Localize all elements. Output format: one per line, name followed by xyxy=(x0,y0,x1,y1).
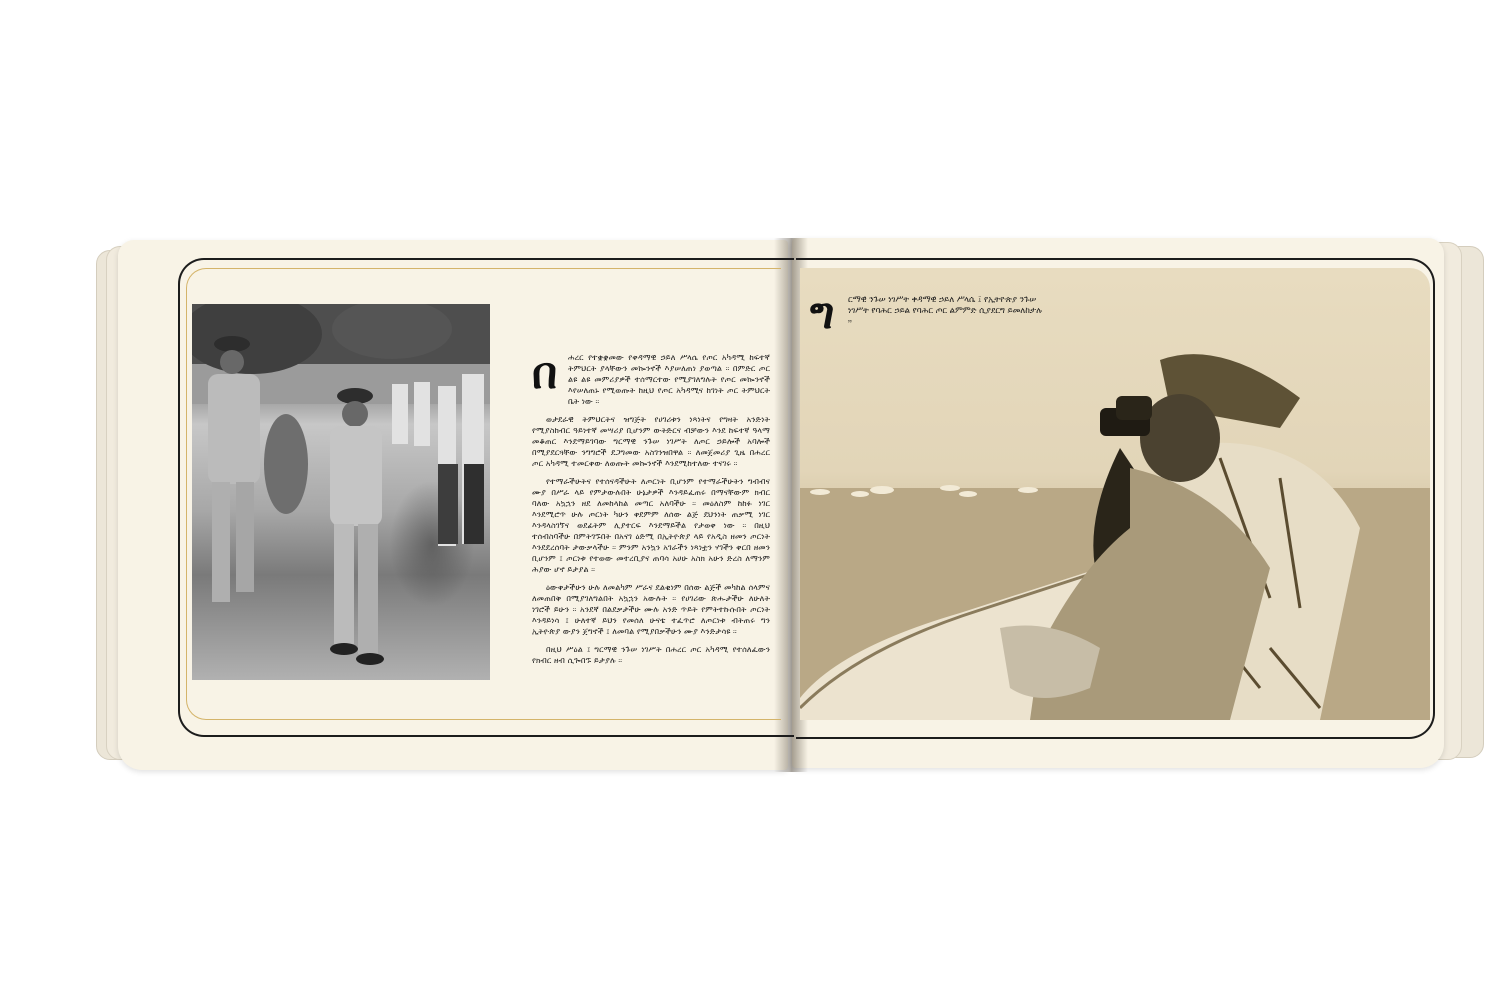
drop-cap-left: በ xyxy=(532,348,558,399)
paragraph-2: ወታደራዊ ትምህርትና ዝግጅት የሀገሪቱን ነጻነትና የግዛት አንድነት የሚያስከብር ዓይነተኛ መሣሪያ ቢሆንም ውትድርና ብቻውን እንደ ከፍተኛ ዓላማ መቆጠር እንደማይገባው ግርማዊ ንጉሠ ነገሥት ለጦር ኃይሎች አባሎች በሚያደርጓቸው ንግግሮች ደጋግመው አስገንዝበዋል ። ለመጀመሪያ ጊዜ በሐረር ጦር አካዳሚ ተመርቀው ለወጡት መኰንኖች እንደሚከተለው ተናገሩ ። xyxy=(532,414,770,468)
paragraph-1: ሐረር የተቋቋመው የቀዳማዊ ኃይለ ሥላሴ የጦር አካዳሚ ከፍተኛ ትምህርት ያላቸውን መኰንኖች እያሠለጠነ ያወጣል ። በምድር ጦር ልዩ ልዩ መምሪያዎች ተሰማርተው የሚያገለግሉት የጦር መኰንኖች እየሠለጠኑ የሚወጡት ከዚህ የጦር አካዳሚና ከገነት ጦር ትምህርት ቤት ነው ። xyxy=(568,352,770,406)
binoculars-photo-scene xyxy=(800,268,1430,720)
binoculars-photo xyxy=(800,268,1430,720)
drop-cap-right: ግ xyxy=(810,289,835,338)
photo-caption: ርማዊ ንጉሠ ነገሥት ቀዳማዊ ኃይለ ሥላሴ ፤ የኢትዮጵያ ንጉሠ ነገሥት የባሕር ኃይል የባሕር ጦር ልምምድ ሲያደርግ ይመለከታሉ ። xyxy=(848,294,1043,326)
paragraph-5: በዚህ ሥዕል ፤ ግርማዊ ንጉሠ ነገሥት በሐረር ጦር አካዳሚ የተሰለፈውን የክብር ዘብ ሲጐበኙ ይታያሉ ። xyxy=(532,644,770,665)
paragraph-4: ዕውቀታችሁን ሁሉ ለመልካም ሥራና ደልቂነም በሰው ልጅች መካከል ሰላምና ለመጠበቅ በሚያገለግልበት አኳኋን አውሉት ። የሀገሪው ጽሑታችሁ ለሁለት ነገሮች ይሁን ። አንደኛ በልደቃታችሁ ሙሉ አንድ ጥይት የምትተኩሱበት ጦርነት እንዳይነሳ ፤ ሁለተኛ ይህን የመሰለ ሁናቴ ተፈጥሮ ለጦርነቱ ብትጠሩ ግን ኢትዮጵያ ውያን ጀግኖች ፤ ለመባል የሚያበቃችሁን ሙያ እንድታሳዩ ። xyxy=(532,582,770,636)
parade-photo-figures xyxy=(192,304,490,680)
paragraph-3: የተማራችሁትና የተሰናዳችሁት ለጦርነት ቢሆንም የተማራችሁትን ግብብና ሙያ በሥራ ላይ የምታውሉበት ሁኔታዎች እንዳይፈጠሩ በማናቸውም ክብር ባለው አኳኋን ዘደ ለመከላከል መጣር አለባችሁ ። መዕለስም ከከፉ ነገር እንደሚሮጥ ሁሉ ጦርነት ካሁን ቀደምም ለሰው ልጅ ደህንነት ጠቃሚ ነገር እንዳላስገኘና ወደፊትም ሊያተርፍ እንደማይችል የታወቀ ነው ። በዚህ ተሰብስባችሁ በምትገኙበት በአናገ ዕድሚ በኢትዮጵያ ላይ የአዲስ ዘመን ጦርነት እንደደረሰባት ታውቃላችሁ ። ምንም አንኳን አገራችን ነጻነቷን ሃገችን ቀርበ ዘመን ቢሆንም ፤ ጦርነቱ የተወው መተረቢያና ጠባሳ አሀሁ አስክ አሁን ድረስ ለማንም ሕያው ሆኖ ይታያል ። xyxy=(532,476,770,574)
left-page-text xyxy=(532,348,770,673)
parade-photo xyxy=(192,304,490,680)
